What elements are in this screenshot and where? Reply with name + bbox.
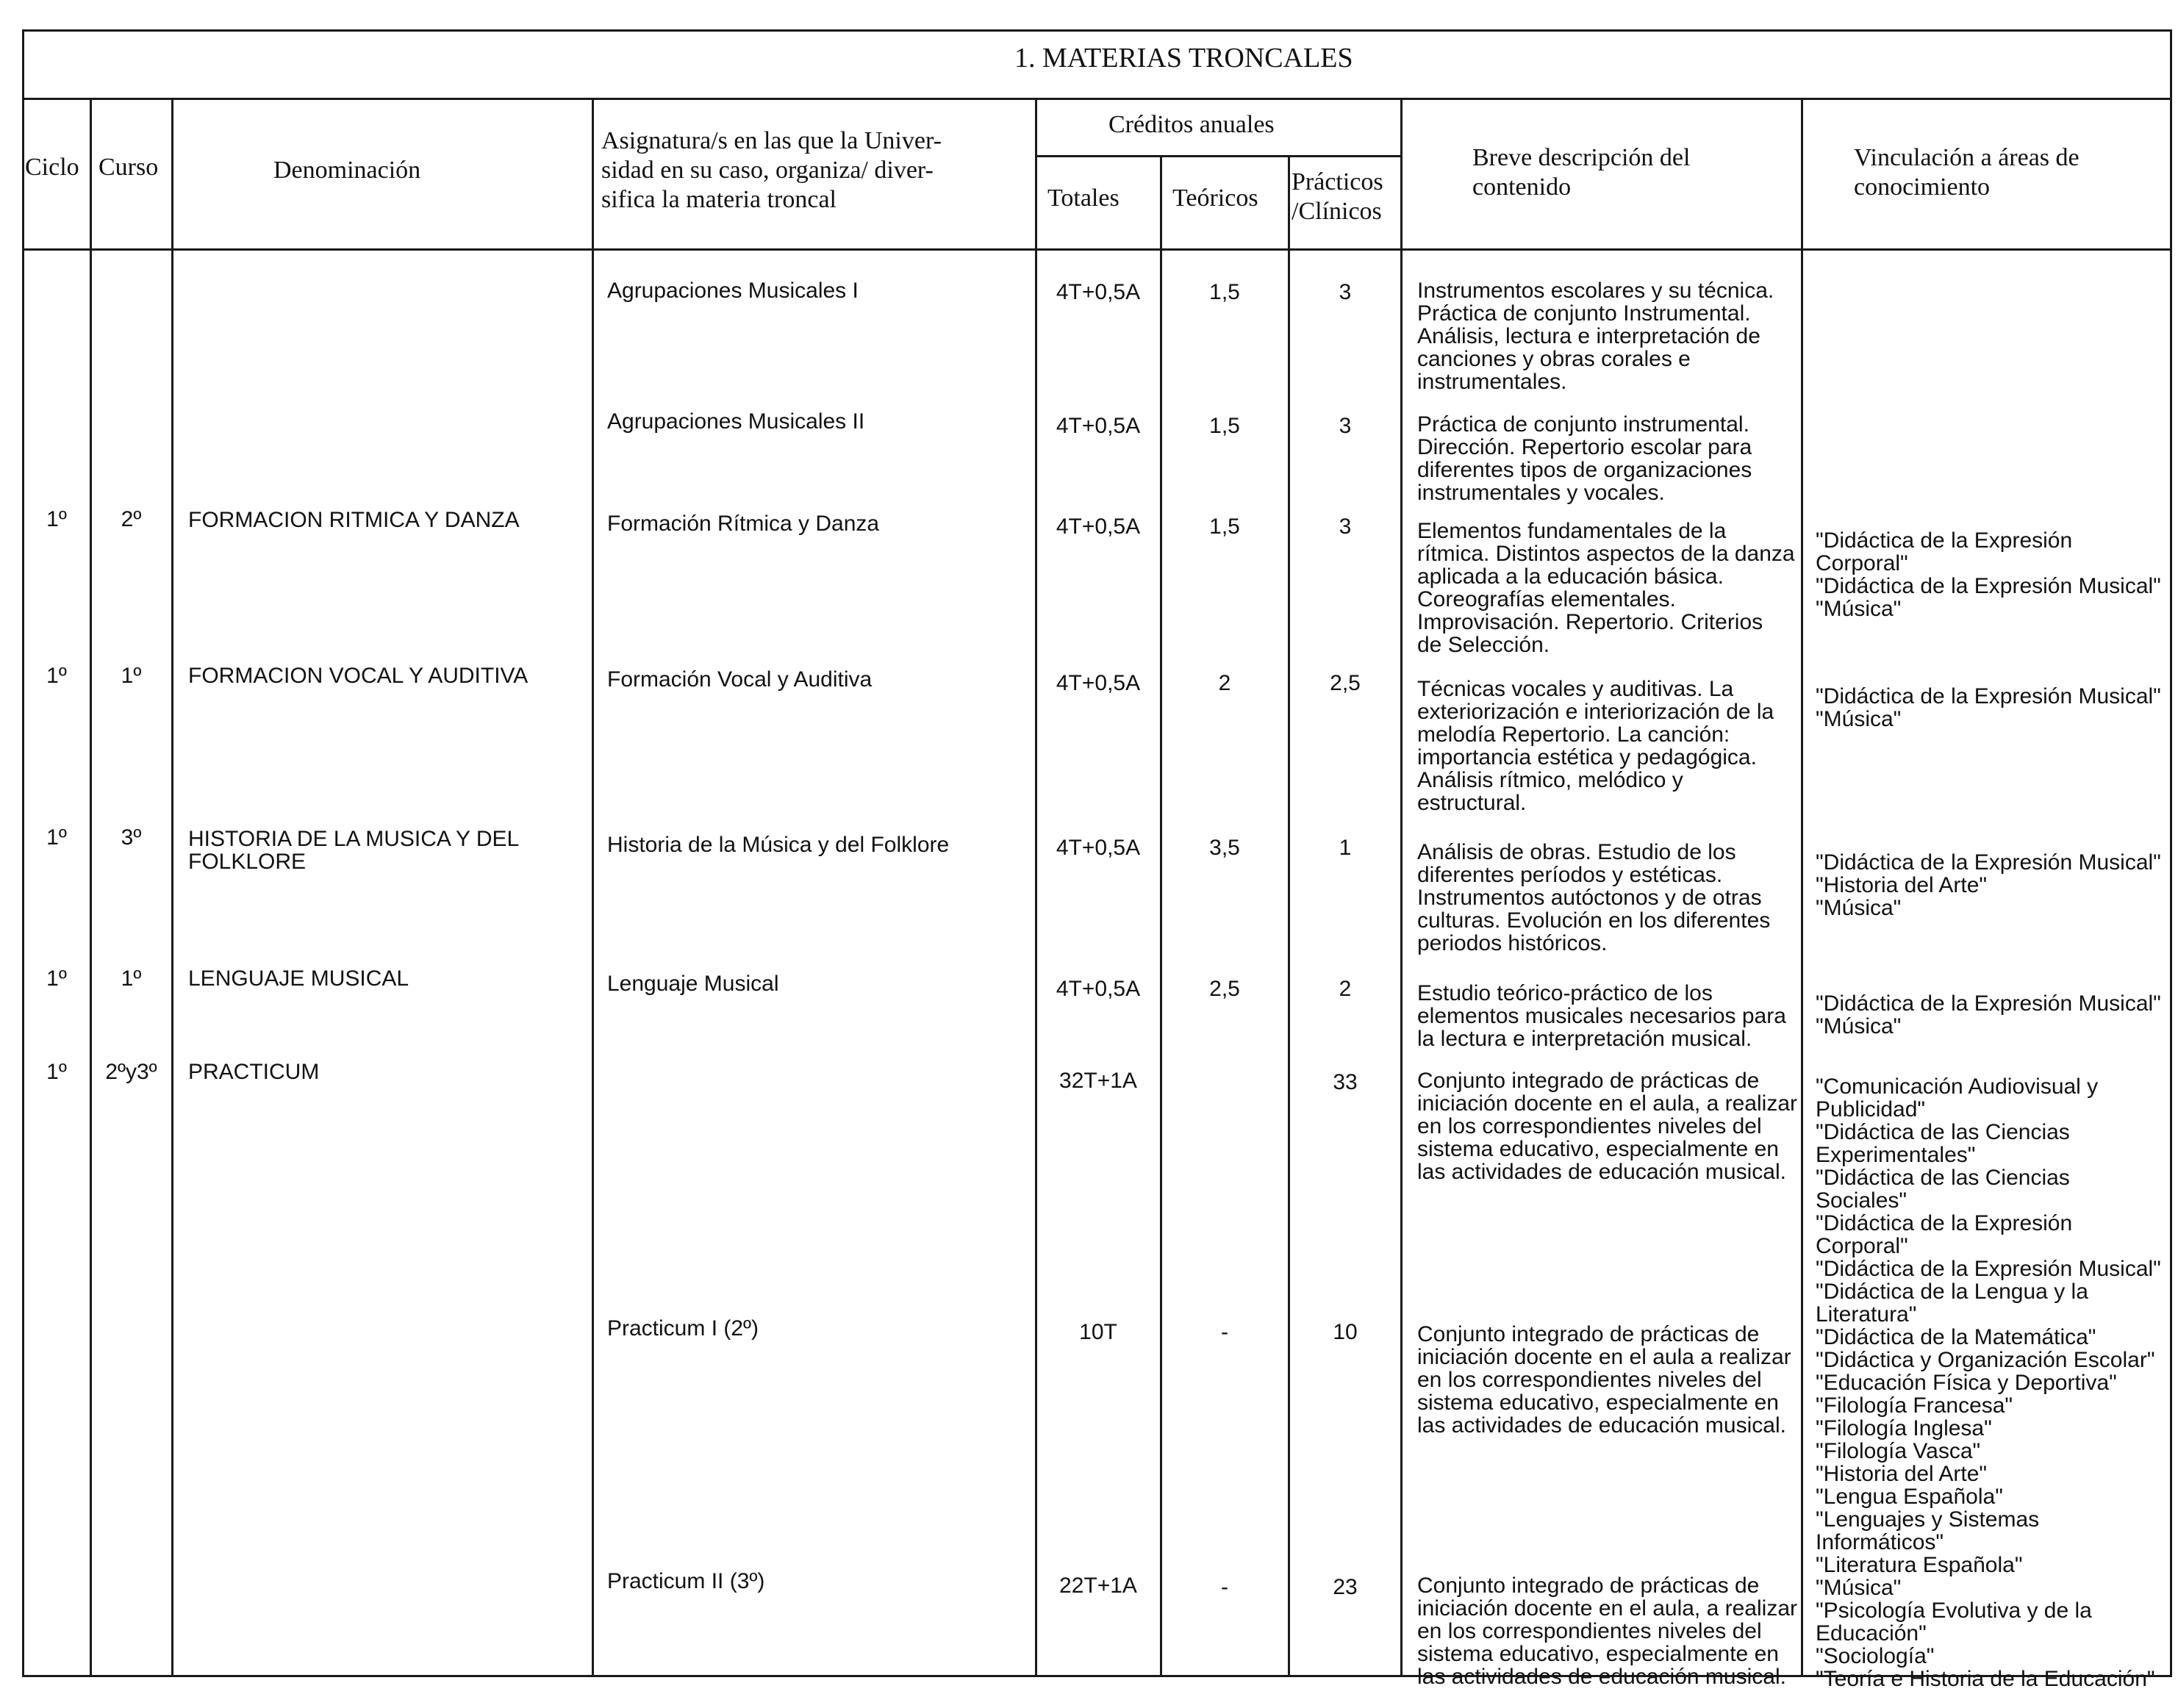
cell-ciclo: 1º xyxy=(46,1060,67,1084)
cell-vinculacion: "Didáctica de la Expresión Musical" "Música" xyxy=(1816,684,2161,731)
cell-totales: 4T+0,5A xyxy=(1056,671,1141,695)
cell-descripcion: Estudio teórico-práctico de los elementos musicales necesarios para la lectura e interpretación musical. xyxy=(1417,981,1786,1051)
cell-asignatura: Lenguaje Musical xyxy=(607,972,779,996)
header-ciclo: Ciclo xyxy=(25,154,79,181)
cell-practicos: 3 xyxy=(1339,514,1352,539)
cell-totales: 4T+0,5A xyxy=(1056,514,1141,539)
header-bottom-border xyxy=(22,248,2172,251)
cell-totales: 22T+1A xyxy=(1059,1574,1137,1598)
cell-practicos: 3 xyxy=(1339,414,1352,438)
header-asignatura: Asignatura/s en las que la Univer- sidad en su caso, organiza/ diver- sifica la materia troncal xyxy=(601,127,942,213)
cell-totales: 4T+0,5A xyxy=(1056,414,1141,438)
cell-descripcion: Elementos fundamentales de la rítmica. Distintos aspectos de la danza aplicada a la educación básica. Coreografías elementales. Improvisación. Repertorio. Criterios de Selección. xyxy=(1417,519,1795,657)
cell-totales: 4T+0,5A xyxy=(1056,280,1141,304)
cell-descripcion: Conjunto integrado de prácticas de iniciación docente en el aula, a realizar en los correspondientes niveles del sistema educativo, especialmente en las actividades de educación musical. xyxy=(1417,1069,1797,1184)
header-totales: Totales xyxy=(1047,184,1120,212)
cell-teoricos: 2 xyxy=(1218,671,1231,695)
cell-denominacion: HISTORIA DE LA MUSICA Y DEL FOLKLORE xyxy=(188,827,520,874)
header-teoricos: Teóricos xyxy=(1172,184,1258,212)
cell-vinculacion: "Comunicación Audiovisual y Publicidad" "Didáctica de las Ciencias Experimentales" "Didáctica de las Ciencias Sociales" "Didáctica de la Expresión Corporal" "Didáctica de la Expresión Musical" "Didáctica de la Lengua y la Literatura" "Didáctica de la Matemática" "Didáctica y Organización Escolar" "Educación Física y Deportiva" "Filología Francesa" "Filología Inglesa" "Filología Vasca" "Historia del Arte" "Lengua Española" "Lenguajes y Sistemas Informáticos" "Literatura Española" "Música" "Psicología Evolutiva y de la Educación" "Sociología" "Teoría e Historia de la Educación" xyxy=(1816,1074,2161,1691)
cell-descripcion: Conjunto integrado de prácticas de iniciación docente en el aula a realizar en los correspondientes niveles del sistema educativo, especialmente en las actividades de educación musical. xyxy=(1417,1322,1791,1438)
col-divider-denominacion xyxy=(592,98,594,1677)
col-divider-descripcion xyxy=(1801,98,1803,1677)
creditos-divider xyxy=(1035,155,1403,157)
cell-denominacion: PRACTICUM xyxy=(188,1060,320,1084)
header-creditos-anuales: Créditos anuales xyxy=(1108,111,1275,138)
cell-asignatura: Formación Vocal y Auditiva xyxy=(607,667,873,692)
header-curso: Curso xyxy=(98,154,159,181)
cell-denominacion: FORMACION VOCAL Y AUDITIVA xyxy=(188,664,529,688)
cell-practicos: 1 xyxy=(1339,836,1352,860)
cell-denominacion: FORMACION RITMICA Y DANZA xyxy=(188,508,520,532)
cell-ciclo: 1º xyxy=(46,664,67,688)
cell-vinculacion: "Didáctica de la Expresión Musical" "Historia del Arte" "Música" xyxy=(1816,850,2161,920)
cell-teoricos: 1,5 xyxy=(1209,414,1240,438)
table-right-border xyxy=(2170,29,2172,1677)
cell-denominacion: LENGUAJE MUSICAL xyxy=(188,966,409,991)
cell-asignatura: Agrupaciones Musicales I xyxy=(607,279,859,303)
header-vinculacion: Vinculación a áreas de conocimiento xyxy=(1854,144,2080,201)
cell-descripcion: Técnicas vocales y auditivas. La exteriorización e interiorización de la melodía Repertorio. La canción: importancia estética y pedagógica. Análisis rítmico, melódico y estructural. xyxy=(1417,677,1774,815)
header-descripcion: Breve descripción del contenido xyxy=(1472,144,1691,201)
title-divider xyxy=(22,98,2172,100)
cell-totales: 4T+0,5A xyxy=(1056,836,1141,860)
col-divider-ciclo xyxy=(90,98,92,1677)
col-divider-asignatura xyxy=(1035,98,1037,1677)
cell-curso: 1º xyxy=(121,664,142,688)
cell-descripcion: Análisis de obras. Estudio de los diferentes períodos y estéticas. Instrumentos autóctonos y de otras culturas. Evolución en los diferentes periodos históricos. xyxy=(1417,840,1771,955)
col-divider-curso xyxy=(171,98,173,1677)
cell-teoricos: 1,5 xyxy=(1209,514,1240,539)
cell-totales: 4T+0,5A xyxy=(1056,977,1141,1001)
cell-ciclo: 1º xyxy=(46,966,67,991)
cell-asignatura: Formación Rítmica y Danza xyxy=(607,512,880,536)
cell-curso: 3º xyxy=(121,825,142,850)
cell-practicos: 2 xyxy=(1339,977,1352,1001)
cell-vinculacion: "Didáctica de la Expresión Musical" "Música" xyxy=(1816,991,2161,1038)
cell-curso: 2ºy3º xyxy=(105,1060,157,1084)
cell-teoricos: 1,5 xyxy=(1209,280,1240,304)
header-practicos: Prácticos /Clínicos xyxy=(1292,168,1383,225)
cell-teoricos: - xyxy=(1221,1575,1228,1599)
cell-practicos: 2,5 xyxy=(1330,671,1361,695)
col-divider-teoricos xyxy=(1288,155,1290,1677)
table-left-border xyxy=(22,29,24,1677)
cell-ciclo: 1º xyxy=(46,507,67,531)
cell-descripcion: Instrumentos escolares y su técnica. Práctica de conjunto Instrumental. Análisis, lectura e interpretación de canciones y obras corales e instrumentales. xyxy=(1417,279,1774,394)
cell-vinculacion: "Didáctica de la Expresión Corporal" "Didáctica de la Expresión Musical" "Música" xyxy=(1816,528,2161,621)
cell-practicos: 3 xyxy=(1339,280,1352,304)
cell-asignatura: Agrupaciones Musicales II xyxy=(607,409,865,434)
cell-asignatura: Practicum II (3º) xyxy=(607,1569,765,1593)
cell-curso: 2º xyxy=(121,507,142,531)
cell-ciclo: 1º xyxy=(46,825,67,850)
cell-descripcion: Conjunto integrado de prácticas de iniciación docente en el aula, a realizar en los correspondientes niveles del sistema educativo, especialmente en las actividades de educación musical. xyxy=(1417,1574,1797,1689)
table-top-border xyxy=(22,29,2172,32)
col-divider-practicos xyxy=(1400,98,1403,1677)
cell-curso: 1º xyxy=(121,966,142,991)
cell-teoricos: - xyxy=(1221,1320,1228,1344)
cell-practicos: 33 xyxy=(1333,1070,1358,1094)
cell-asignatura: Practicum I (2º) xyxy=(607,1316,759,1341)
header-denominacion: Denominación xyxy=(273,157,421,184)
cell-descripcion: Práctica de conjunto instrumental. Dirección. Repertorio escolar para diferentes tipos de organizaciones instrumentales y vocales. xyxy=(1417,412,1752,505)
cell-totales: 32T+1A xyxy=(1059,1069,1137,1093)
cell-teoricos: 2,5 xyxy=(1209,977,1240,1001)
cell-teoricos: 3,5 xyxy=(1209,836,1240,860)
cell-practicos: 10 xyxy=(1333,1320,1358,1344)
page-title: 1. MATERIAS TRONCALES xyxy=(1014,43,1353,73)
cell-totales: 10T xyxy=(1079,1320,1117,1344)
cell-practicos: 23 xyxy=(1333,1575,1358,1599)
cell-asignatura: Historia de la Música y del Folklore xyxy=(607,833,950,857)
col-divider-totales xyxy=(1160,155,1162,1677)
